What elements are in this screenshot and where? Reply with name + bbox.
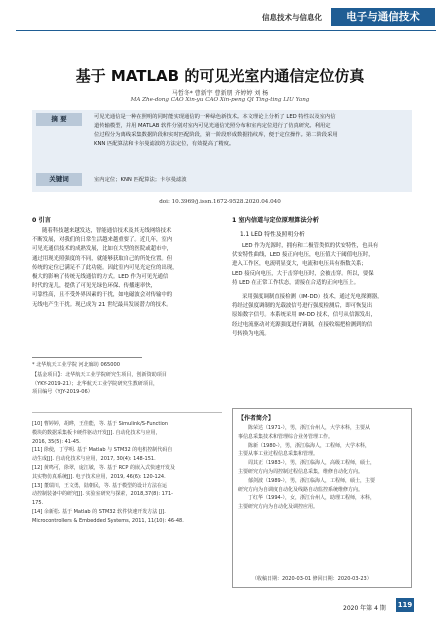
- intro-body: [32, 227, 212, 310]
- intro-line: 可见光通信技术的成熟发展，比如在大型的医院或超市中，: [32, 246, 173, 253]
- author-info-text: [238, 424, 408, 512]
- footnote-rule: [32, 357, 142, 358]
- column-badge: 电子与通信技术: [331, 8, 435, 26]
- body-line: 经过电流驱动对光源强度进行调制，在接收端把检测到的信: [232, 321, 373, 328]
- body-line: 原始数字信号。本系统采用 IM-DD 技术，信号从信源发出，: [232, 312, 376, 319]
- article-title: 基于 MATLAB 的可见光室内通信定位仿真: [75, 67, 365, 85]
- author-line: 主要研究方向为自动化及调控应用。: [238, 504, 319, 511]
- abstract-line: 道传输模型，并用 MATLAB 软件分别对室内可见光通信光照分布和室内定位进行了仿真研究。利用定: [94, 123, 331, 129]
- author-line: 主要研究方向为周控制过程信息采集，维修自动化方向。: [238, 468, 364, 475]
- intro-heading: 0 引言: [32, 217, 51, 224]
- reference-line: Microcontrollers & Embedded Systems, 2011, 11(10): 46-48.: [32, 517, 184, 524]
- intro-line: 不断发展，对我们的日常生活越来越重要了。近几年，室内: [32, 237, 173, 244]
- reference-line: 其实物仿真系统[J]. 电子技术应用，2019, 46(6): 120-124.: [32, 473, 166, 480]
- journal-name: 信息技术与信息化: [262, 13, 322, 22]
- doi: doi: 10.3969/j.issn.1672-9528.2020.04.040: [159, 199, 281, 205]
- section-1-body-a: [232, 242, 412, 288]
- header-rule: [16, 30, 436, 31]
- author-line: 事信息采集技术和管理综合业务管理工作。: [238, 433, 334, 440]
- reference-line: 模块的数据采集板卡硬件驱动开发[J]. 自动化技术与应用，: [32, 429, 161, 436]
- footnote-affiliation: * 北华航天工业学院 河北廊坊 065000: [32, 362, 120, 368]
- intro-line: 通过用现光照强度的不同，就能够获取自己的所处位置。但: [32, 255, 173, 262]
- keywords-label: 关键词: [36, 173, 82, 186]
- intro-line: 时代的宠儿，提供了可见光绿色环保、传播速率快，: [32, 283, 156, 290]
- intro-line: 随着科技越来越发达，智能通信技术及其无线网络技术: [42, 228, 172, 234]
- reference-line: [12] 黄鸣可，徐翠，庞江敏，等. 基于 RCP 的嵌入式快速开发及: [32, 464, 175, 471]
- references-list: [32, 420, 222, 526]
- author-info-heading: 【作者简介】: [238, 415, 275, 422]
- body-line: LED 接反向电压，大于击穿电压时，会被击穿。所以，要保: [232, 270, 374, 277]
- keywords-text: 室内定位；KNN 匹配算法；卡尔曼滤波: [94, 177, 187, 183]
- reference-line: [11] 徐使，丁学明. 基于 Matlab 与 STM32 的电机控制代码自: [32, 447, 173, 454]
- reference-line: 175.: [32, 500, 44, 507]
- abstract-label: 摘 要: [36, 113, 82, 126]
- received-dates: （收稿日期：2020-03-01 修回日期：2020-03-23）: [252, 576, 372, 582]
- body-line: 采用强度调制直接检测（IM-DD）技术，通过光电探测器，: [242, 294, 383, 300]
- footnote-fund: [32, 371, 212, 397]
- intro-line: 极大的影响了传统无线通信的方式。LED 作为可见光通信: [32, 274, 169, 281]
- body-line: 进入工作区，电流明显变大，电流和电压具有指数关系；: [232, 261, 367, 268]
- page-number: 119: [396, 598, 414, 612]
- reference-line: [10] 曹婷婷，胡晔，王佳能，等. 基于 Simulink/S-Function: [32, 421, 168, 427]
- author-line: 丁红华（1994-），女，浙江台州人，助理工程师，本科，: [248, 495, 376, 502]
- issue-label: 2020 年第 4 期: [343, 605, 386, 612]
- reference-line: [14] 余新松. 基于 Matlab 的 STM32 软件快速开发方法 [J].: [32, 508, 166, 515]
- author-line: 主要从事工业过程信息采集和管理。: [238, 451, 319, 458]
- reference-line: 动控制装备中的研究[J]. 实验室研究与探索，2018,37(8): 171-: [32, 491, 173, 498]
- intro-line: 传统的定位已满足不了此功能。因此室内可见光定位的出现，: [32, 264, 178, 271]
- author-line: 陈新（1980-），男，浙江临海人，工程师，大学本科，: [248, 442, 371, 449]
- body-line: 将经过强度调制的光载波信号进行强度检测后，即可恢复出: [232, 303, 373, 310]
- references-rule: [32, 412, 222, 413]
- author-line: 周其正（1983-），男，浙江临海人，高级工程师，硕士，: [248, 460, 376, 467]
- fund-line: 【基金项目】：北华航天工业学院研究生项目，创新资助项目: [32, 372, 167, 378]
- intro-line: 可靠性高，且不受外界因素的干扰，如电磁波会对传输中的: [32, 292, 173, 299]
- body-line: 伏安特性曲线，LED 接正向电压，电压值大于阈值电压时，: [232, 252, 374, 259]
- reference-line: [13] 董瑞川，王文勇，陆朝民，等. 基于模型的设计方法在运: [32, 482, 168, 489]
- authors-cn: 马皙冬* 曹新宇 曹新朋 齐婷婷 刘 杨: [171, 90, 269, 97]
- reference-line: 2016, 35(5): 41-45.: [32, 438, 81, 445]
- abstract-text: [94, 113, 404, 149]
- fund-line: 项目编号（YJY-2019-06）: [32, 389, 93, 396]
- fund-line: （YKY-2019-21）；北华航天工业学院研究生教研项目，: [32, 380, 159, 387]
- section-1-heading: 1 室内信道与定位原理算法分析: [232, 217, 319, 224]
- body-line: 号转换为电流。: [232, 330, 270, 337]
- author-line: 郁剑波（1989-），男，浙江临海人，工程师，硕士，主要: [248, 477, 376, 484]
- reference-line: 动生成[J]. 自动化技术与应用，2017, 30(4): 148-151.: [32, 456, 156, 463]
- author-line: 研究方向为自调度自动化及线路自动监控系统维修方向。: [238, 486, 364, 493]
- abstract-line: 可见光通信是一种在照明的同时能实现通信的一种绿色新技术。本文理论上分析了 LED 特性以及室内信: [94, 114, 336, 120]
- abstract-line: 位过程分为离线采集数据阶段和实时匹配阶段，第一阶段形成数据指纹库，便于定位操作。第二阶段采用: [94, 132, 338, 138]
- abstract-line: KNN 匹配算法和卡尔曼滤波的方法定位，有效提高了精度。: [94, 141, 235, 147]
- body-line: LED 作为光源时，拥有和二极管类似的伏安特性，也具有: [242, 243, 379, 249]
- author-line: 陈荣达（1971-），男，浙江台州人，大学本科，主要从: [248, 425, 371, 431]
- intro-line: 无线电产生干扰。现已成为 21 世纪最具发展潜力的技术。: [32, 301, 172, 308]
- subsection-1-1-heading: 1.1 LED 特性及照明分析: [240, 232, 305, 238]
- authors-en: MA Zhe-dong CAO Xin-yu CAO Xin-peng QI Ting-ting LIU Yang: [130, 97, 310, 103]
- section-1-body-b: [232, 293, 412, 339]
- body-line: 持 LED 在正常工作状态，需接在合适的正向电压上。: [232, 279, 360, 286]
